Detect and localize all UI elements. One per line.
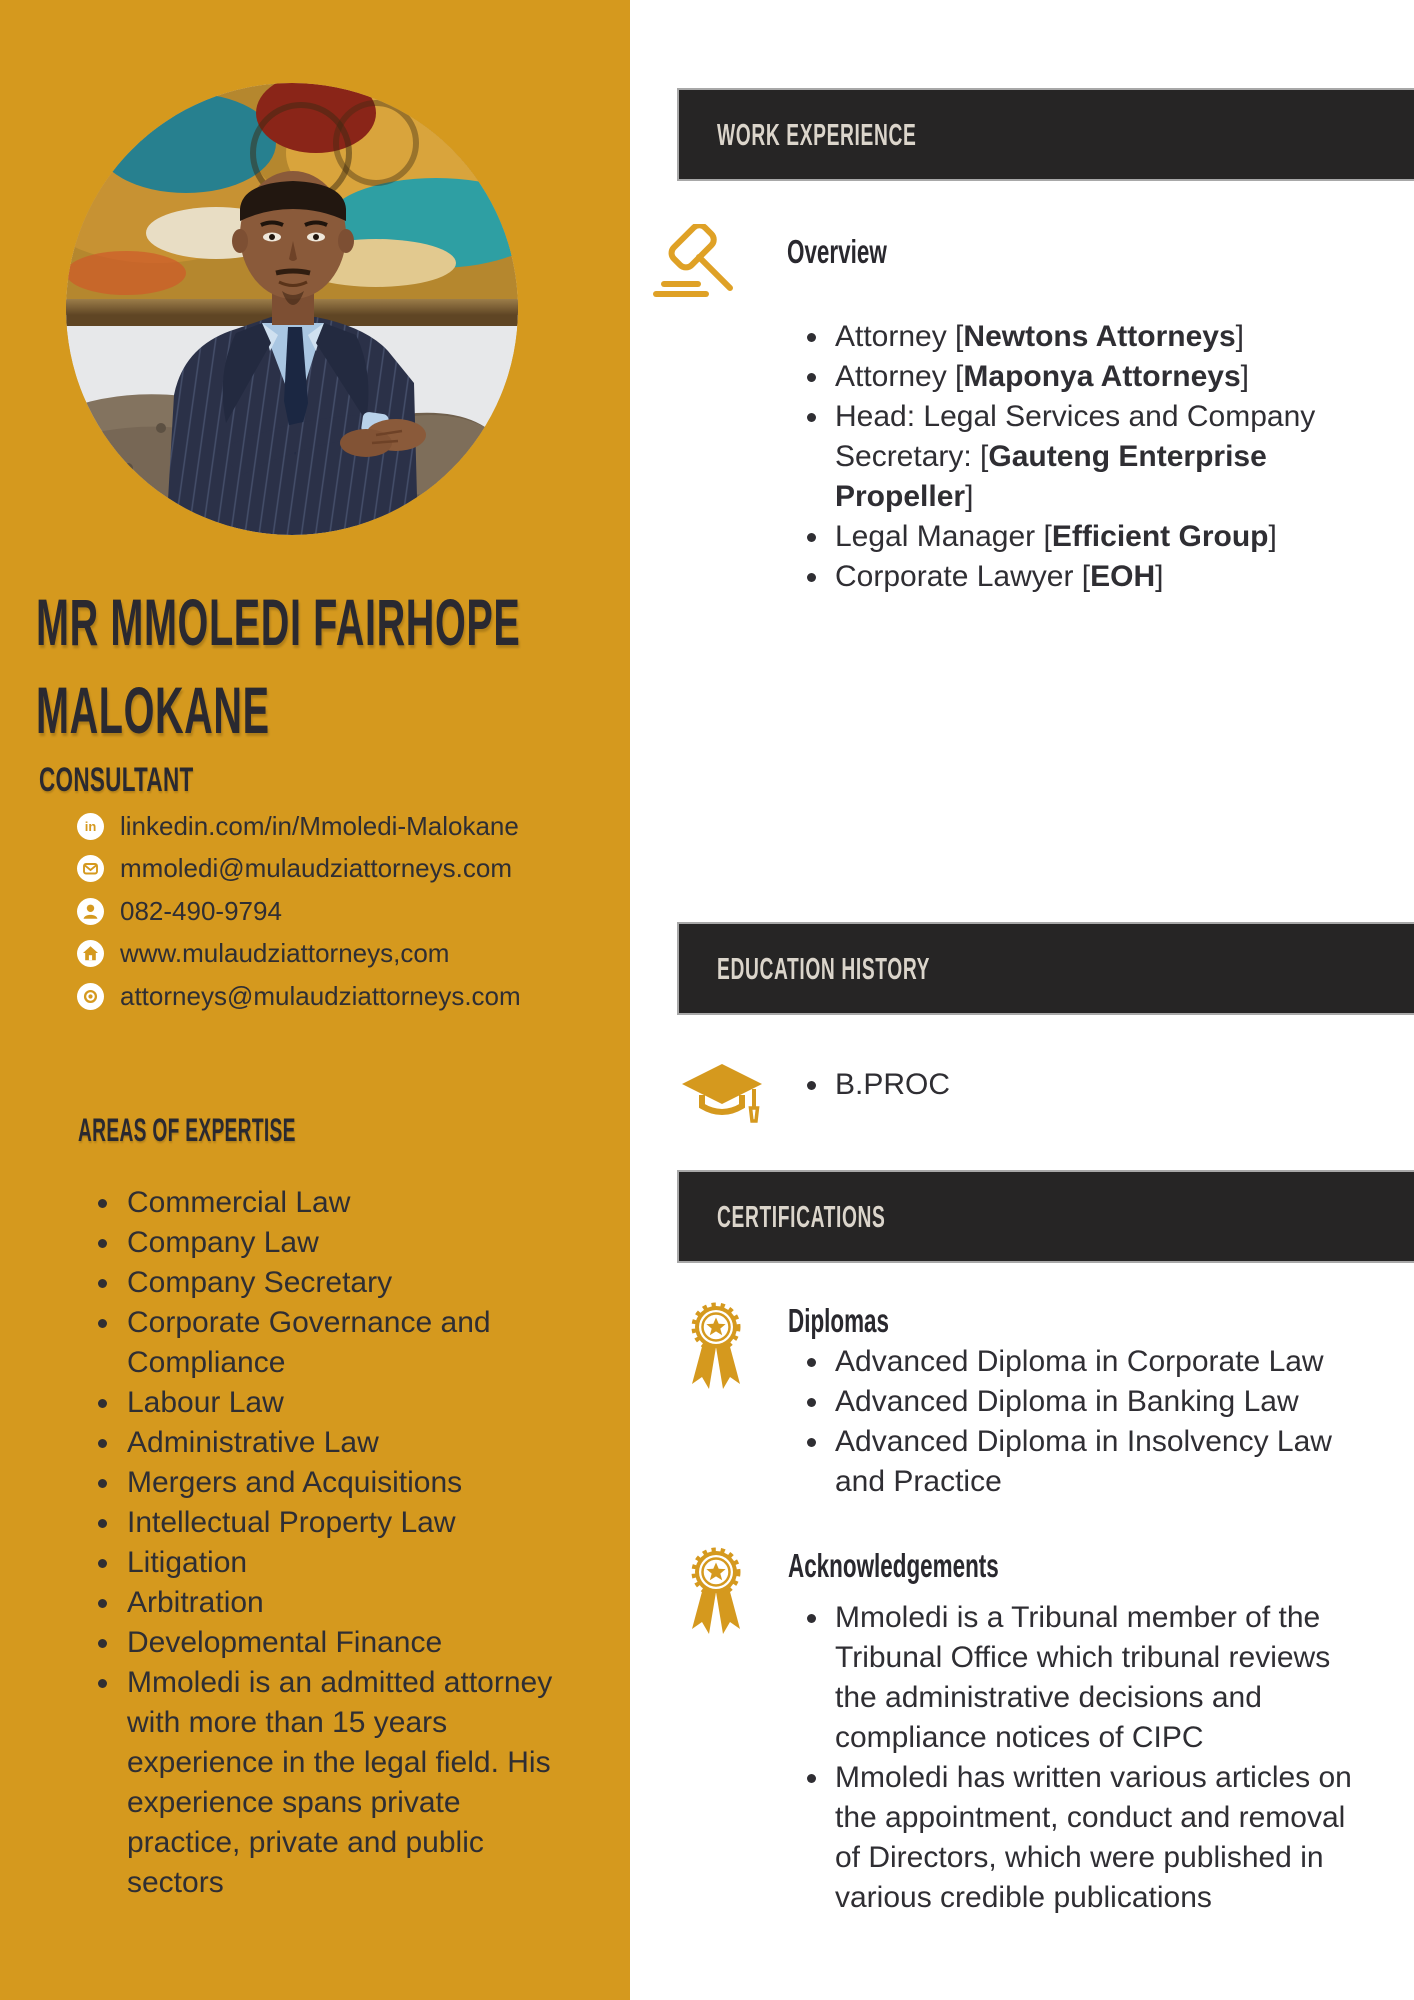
- acknowledgements-list: [807, 1598, 1370, 1918]
- person-icon: [77, 898, 104, 925]
- section-header-education-history: [677, 922, 1414, 1015]
- contact-list: [77, 805, 521, 1018]
- work-item: Legal Manager [Efficient Group]: [807, 517, 1370, 557]
- section-header-work-experience: [677, 88, 1414, 181]
- contact-item[interactable]: [77, 805, 521, 848]
- section-header-label: EDUCATION HISTORY: [717, 950, 931, 986]
- contact-text: 082-490-9794: [120, 895, 282, 926]
- expertise-item: Commercial Law: [98, 1183, 573, 1223]
- contact-item[interactable]: [77, 933, 521, 976]
- acknowledgements-heading: Acknowledgements: [788, 1547, 999, 1584]
- expertise-item: Administrative Law: [98, 1423, 573, 1463]
- section-header-label: CERTIFICATIONS: [717, 1198, 886, 1234]
- gavel-icon: [650, 224, 745, 307]
- section-header-label: WORK EXPERIENCE: [717, 116, 917, 152]
- acknowledgement-item: Mmoledi is a Tribunal member of the Tribunal Office which tribunal reviews the administrative decisions and compliance notices of CIPC: [807, 1598, 1370, 1758]
- education-list: [807, 1065, 1370, 1105]
- diploma-item: Advanced Diploma in Insolvency Law and Practice: [807, 1422, 1370, 1502]
- expertise-item: Labour Law: [98, 1383, 573, 1423]
- email-icon: [77, 855, 104, 882]
- acknowledgement-item: Mmoledi has written various articles on the appointment, conduct and removal of Directors, which were published in various credible publications: [807, 1758, 1370, 1918]
- expertise-item: Mmoledi is an admitted attorney with more than 15 years experience in the legal field. His experience spans private practice, private and public sectors: [98, 1663, 573, 1903]
- linkedin-icon: [77, 813, 104, 840]
- expertise-heading: AREAS OF EXPERTISE: [78, 1112, 296, 1148]
- graduation-cap-icon: [680, 1062, 764, 1131]
- contact-item[interactable]: [77, 848, 521, 891]
- diplomas-heading: Diplomas: [788, 1302, 890, 1339]
- expertise-item: Company Secretary: [98, 1263, 573, 1303]
- sidebar: [0, 0, 630, 2000]
- ribbon-icon: [685, 1301, 747, 1398]
- work-item: Corporate Lawyer [EOH]: [807, 557, 1370, 597]
- expertise-item: Corporate Governance and Compliance: [98, 1303, 573, 1383]
- expertise-item: Litigation: [98, 1543, 573, 1583]
- work-item: Attorney [Newtons Attorneys]: [807, 317, 1370, 357]
- main-content: [630, 0, 1414, 2000]
- expertise-item: Arbitration: [98, 1583, 573, 1623]
- contact-text: linkedin.com/in/Mmoledi-Malokane: [120, 810, 519, 841]
- work-item: Head: Legal Services and Company Secretary: [Gauteng Enterprise Propeller]: [807, 397, 1370, 517]
- ribbon-icon: [685, 1546, 747, 1643]
- contact-item[interactable]: [77, 975, 521, 1018]
- expertise-item: Mergers and Acquisitions: [98, 1463, 573, 1503]
- expertise-item: Developmental Finance: [98, 1623, 573, 1663]
- svg-text:in: in: [84, 818, 97, 834]
- target-icon: [77, 983, 104, 1010]
- home-icon: [77, 940, 104, 967]
- work-overview-heading: Overview: [787, 233, 887, 270]
- portrait-illustration: [66, 83, 518, 535]
- diploma-item: Advanced Diploma in Banking Law: [807, 1382, 1370, 1422]
- section-header-certifications: [677, 1170, 1414, 1263]
- diplomas-list: [807, 1342, 1370, 1502]
- expertise-item: Company Law: [98, 1223, 573, 1263]
- contact-item[interactable]: [77, 890, 521, 933]
- education-item: B.PROC: [807, 1065, 1370, 1105]
- expertise-list: [98, 1183, 573, 1903]
- diploma-item: Advanced Diploma in Corporate Law: [807, 1342, 1370, 1382]
- name-line-2: MALOKANE: [36, 673, 270, 747]
- work-item: Attorney [Maponya Attorneys]: [807, 357, 1370, 397]
- contact-text: www.mulaudziattorneys,com: [120, 938, 450, 969]
- contact-text: mmoledi@mulaudziattorneys.com: [120, 853, 512, 884]
- job-title: CONSULTANT: [39, 761, 194, 799]
- expertise-item: Intellectual Property Law: [98, 1503, 573, 1543]
- name-line-1: MR MMOLEDI FAIRHOPE: [36, 585, 521, 659]
- contact-text: attorneys@mulaudziattorneys.com: [120, 980, 521, 1011]
- profile-photo: [66, 83, 518, 535]
- work-experience-list: [807, 317, 1370, 597]
